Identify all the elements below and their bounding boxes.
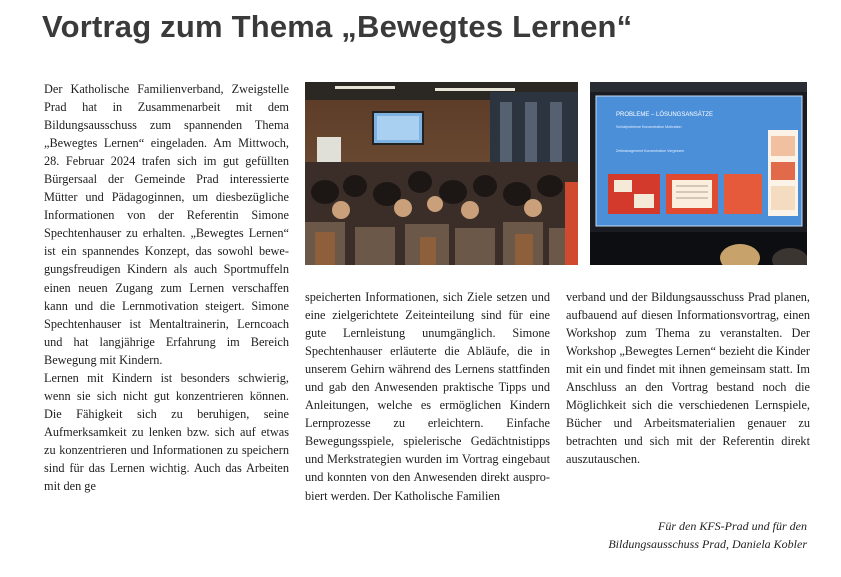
paragraph-2: Lernen mit Kindern ist besonders schwierig, wenn sie sich nicht gut konzentrieren können. Die Fähigkeit sich zu beruhigen, seine Aufmerksamkeit zu lenken bzw. sich auf etwas zu konzentrieren und Informationen zu speichern sind für das Lernen wichtig. Auch das Arbeiten mit den ge [44, 370, 289, 494]
slide-title: PROBLEME – LÖSUNGSANSÄTZE [616, 112, 714, 118]
byline-line-1: Für den KFS-Prad und für den [658, 519, 807, 533]
audience-photo-image [305, 82, 578, 265]
article-column-2 [305, 288, 550, 505]
slide-line-2: Zeitmanagement Konzentration Vergessen [616, 149, 685, 153]
article-column-1 [44, 80, 289, 495]
slide-line-1: Schlafprobleme Konzentration Motivation [616, 125, 682, 129]
slide-photo-image [590, 82, 807, 265]
slide-photo [590, 82, 807, 265]
byline-line-2: Bildungsausschuss Prad, Daniela Kobler [608, 537, 807, 551]
paragraph-3: speicherten Informationen, sich Ziele setzen und eine zielgerichtete Zeiteinteilung sind für eine gute Lernleistung unumgänglich. Simone Spechtenhauser erläuterte die Abläufe, die in unserem Gehirn während des Lernens stattfinden und gab den Anwesenden praktische Tipps und Anleitungen, welche es ermöglichen Kindern Lernprozesse zu erleichtern. Einfache Bewegungsspiele, spielerische Gedächtnistipps und Merkstrategien wurden im Vortrag eingebaut und konnten von den Anwesenden direkt ausprobiert werden. Der Katholische Familien [305, 290, 550, 503]
audience-photo [305, 82, 578, 265]
article-headline: Vortrag zum Thema „Bewegtes Lernen“ [42, 9, 633, 44]
article-column-3 [566, 288, 810, 468]
author-byline [566, 517, 807, 553]
paragraph-4: verband und der Bildungsausschuss Prad planen, aufbauend auf diesen Informationsvortrag, einen Workshop zum Thema zu veranstalten. Der Workshop „Bewegtes Lernen“ bezieht die Kinder mit ein und findet mit ihnen gemeinsam statt. Im Anschluss an den Vortrag bestand noch die Möglichkeit sich die verschiedenen Lernspiele, Bücher und Arbeitsmaterialien genauer zu betrachten und sich mit der Referentin direkt auszutauschen. [566, 290, 810, 467]
paragraph-1: Der Katholische Familienverband, Zweigstelle Prad hat in Zusammenarbeit mit dem Bildungsausschuss zum spannenden Thema „Bewegtes Lernen“ eingeladen. Am Mittwoch, 28. Februar 2024 trafen sich im gut gefüllten Bürgersaal der Gemeinde Prad interessierte Mütter und Pädagoginnen, um diesbezügliche Informationen von der Referentin Simone Spechtenhauser zu erhalten. „Bewegtes Lernen“ ist ein spannendes Konzept, das sowohl bewegungsfreudigen Kindern als auch Sportmuffeln einen neuen Zugang zum Lernen verschaffen kann und die Lernmotivation steigert. Simone Spechtenhauser ist Mentaltrainerin, Lerncoach und hat langjährige Erfahrung im Bereich Bewegung mit Kindern. [44, 82, 289, 367]
